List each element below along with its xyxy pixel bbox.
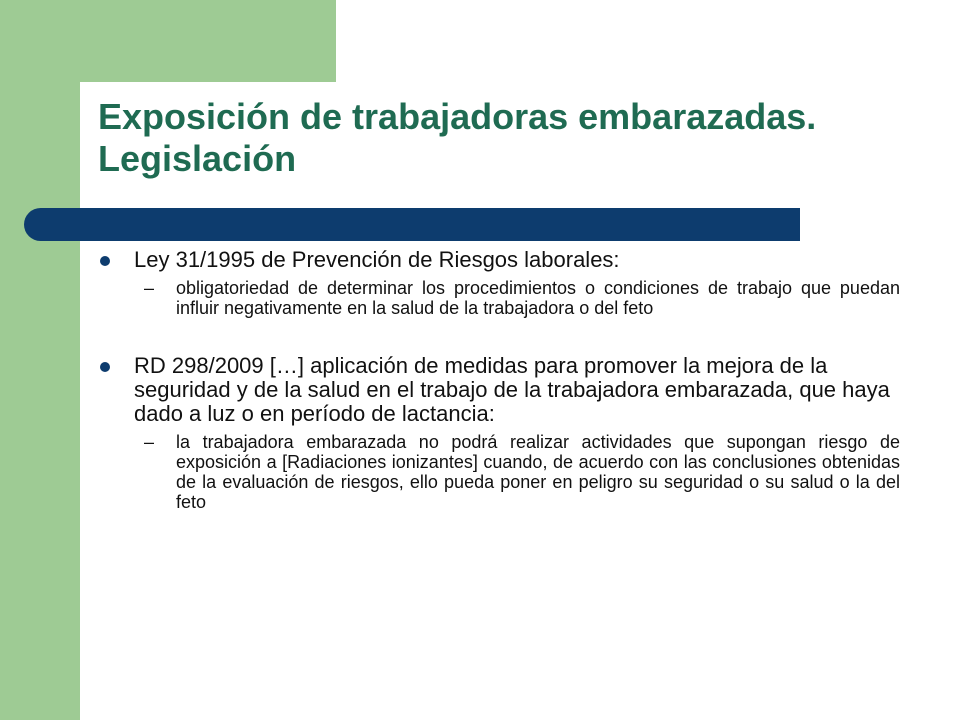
bullet-item: [100, 354, 900, 512]
dash-marker: –: [144, 278, 155, 298]
bullet-dot-icon: [100, 256, 110, 266]
top-green-block: [80, 0, 336, 82]
bullet-text: Ley 31/1995 de Prevención de Riesgos laborales:: [134, 247, 620, 272]
sub-item-text: la trabajadora embarazada no podrá realizar actividades que supongan riesgo de exposición a [Radiaciones ionizantes] cuando, de acuerdo con las conclusiones obtenidas de la evaluación de riesgos, ello pueda poner en peligro su seguridad o su salud o la del feto: [176, 432, 900, 512]
bullet-dot-icon: [100, 362, 110, 372]
bullet-text: RD 298/2009 […] aplicación de medidas para promover la mejora de la seguridad y de la salud en el trabajo de la trabajadora embarazada, que haya dado a luz o en período de lactancia:: [134, 353, 890, 426]
sub-item: [100, 278, 900, 318]
title-divider-bar: [24, 208, 800, 241]
sub-item: [100, 432, 900, 512]
dash-marker: –: [144, 432, 155, 452]
bullet-item: [100, 248, 900, 318]
sub-item-text: obligatoriedad de determinar los procedimientos o condiciones de trabajo que puedan influir negativamente en la salud de la trabajadora o del feto: [176, 278, 900, 318]
left-green-strip: [0, 0, 80, 720]
slide-title: Exposición de trabajadoras embarazadas. Legislación: [98, 96, 817, 179]
slide-content: [100, 248, 900, 512]
